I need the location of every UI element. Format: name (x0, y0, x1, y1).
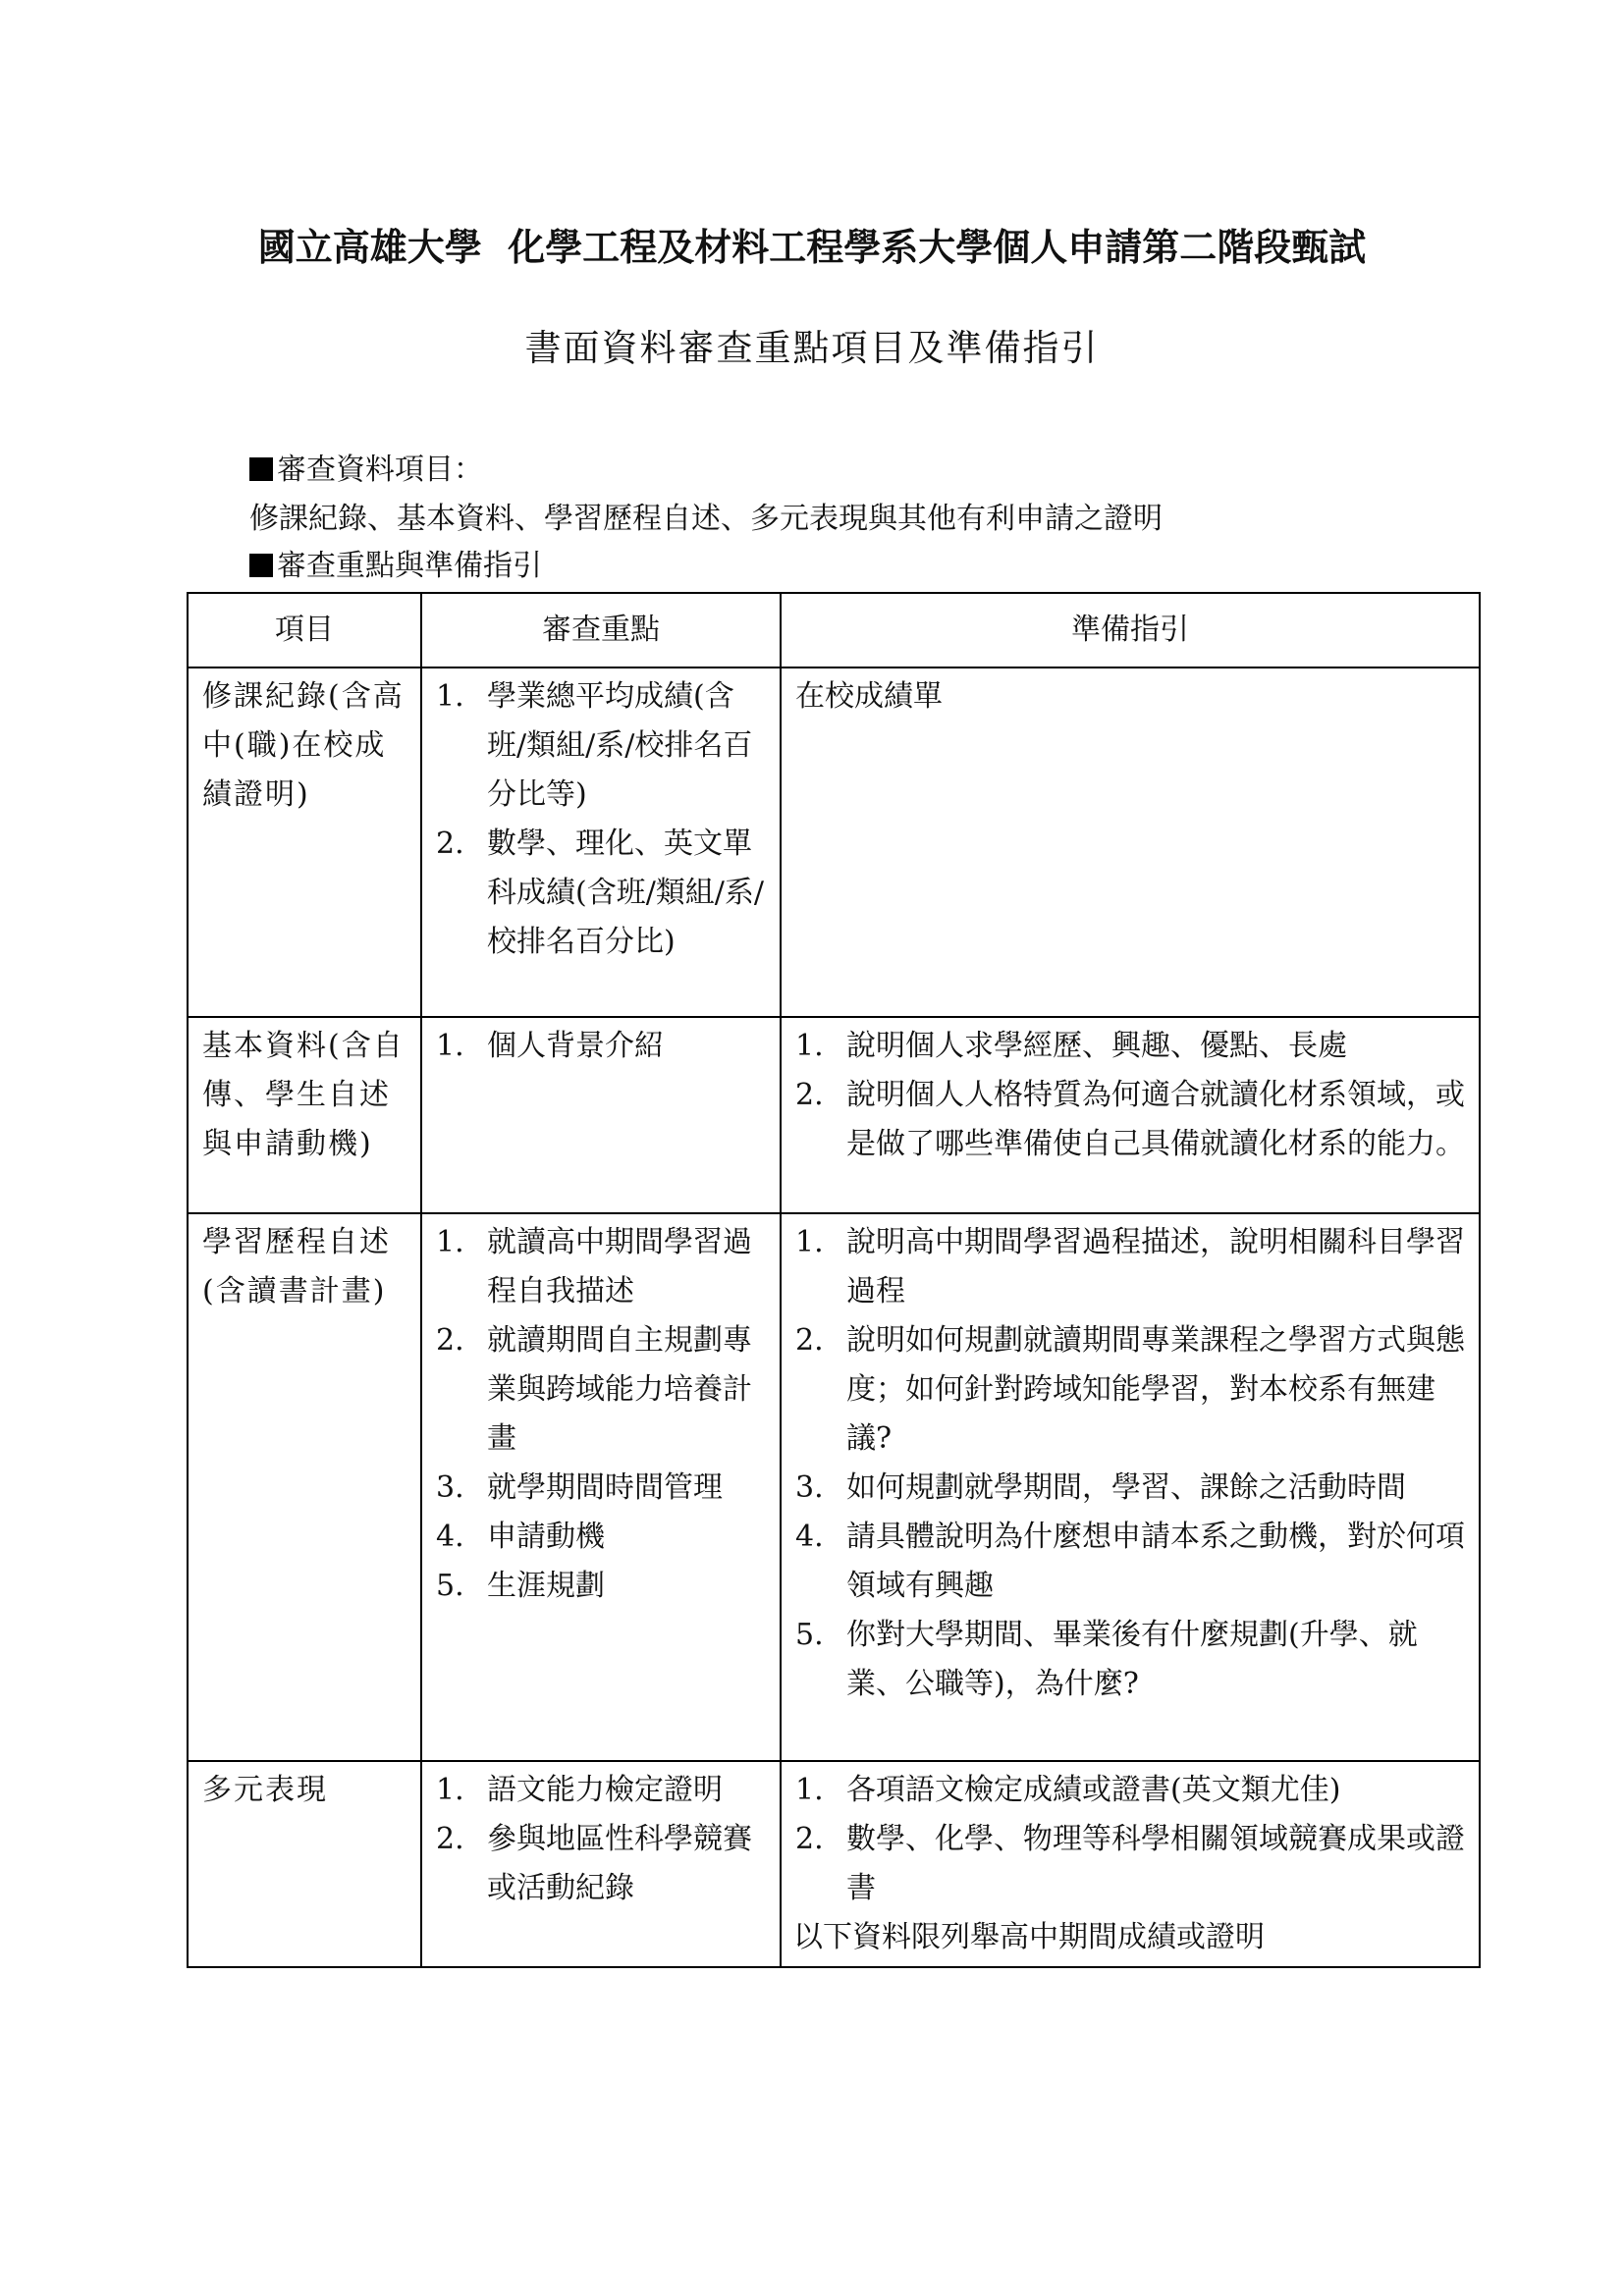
review-table (187, 592, 1481, 1968)
table-header-row (188, 593, 1480, 667)
item-number: 2. (436, 1323, 464, 1358)
item-number: 2. (436, 1822, 464, 1856)
focus-list-item (436, 672, 766, 820)
item-text: 生涯規劃 (487, 1569, 605, 1603)
item-number: 1. (795, 1029, 824, 1063)
header-guide: 準備指引 (781, 593, 1480, 667)
item-number: 2. (436, 827, 464, 861)
table-row (188, 1213, 1480, 1761)
focus-list-item (436, 1218, 766, 1316)
item-number: 1. (436, 1773, 464, 1807)
focus-list-item (436, 820, 766, 967)
focus-list-item (436, 1766, 766, 1815)
item-text: 你對大學期間、畢業後有什麼規劃(升學、就業、公職等)，為什麼? (846, 1618, 1418, 1701)
item-text: 參與地區性科學競賽或活動紀錄 (487, 1822, 752, 1905)
focus-list-item (436, 1562, 766, 1611)
focus-list-item (436, 1022, 766, 1071)
item-number: 1. (795, 1773, 824, 1807)
section-focus-heading-line (249, 546, 542, 587)
focus-list-item (436, 1513, 766, 1562)
guide-note: 以下資料限列舉高中期間成績或證明 (793, 1920, 1265, 1954)
item-number: 2. (795, 1078, 824, 1112)
item-text: 說明高中期間學習過程描述，說明相關科目學習過程 (846, 1225, 1465, 1308)
item-number: 1. (795, 1225, 824, 1259)
guide-list-item (795, 1464, 1465, 1513)
guide-cell (781, 1017, 1480, 1213)
item-text: 個人背景介紹 (487, 1029, 664, 1063)
document-title: 國立高雄大學 化學工程及材料工程學系大學個人申請第二階段甄試 (257, 226, 1367, 269)
guide-list-item (795, 1022, 1465, 1071)
guide-cell (781, 667, 1480, 1017)
black-square-bullet-icon (249, 554, 273, 577)
item-text: 數學、化學、物理等科學相關領域競賽成果或證書 (846, 1822, 1465, 1905)
category-cell: 基本資料(含自傳、學生自述與申請動機) (188, 1017, 421, 1213)
guide-cell (781, 1213, 1480, 1761)
item-text: 就讀高中期間學習過程自我描述 (487, 1225, 752, 1308)
item-text: 請具體說明為什麼想申請本系之動機，對於何項領域有興趣 (846, 1520, 1465, 1603)
category-cell: 修課紀錄(含高中(職)在校成績證明) (188, 667, 421, 1017)
category-cell: 學習歷程自述(含讀書計畫) (188, 1213, 421, 1761)
item-number: 3. (436, 1470, 464, 1505)
guide-list-item (795, 1218, 1465, 1316)
item-number: 4. (436, 1520, 464, 1554)
document-subtitle: 書面資料審查重點項目及準備指引 (524, 327, 1100, 369)
item-number: 2. (795, 1323, 824, 1358)
table-body (188, 667, 1480, 1967)
item-text: 說明如何規劃就讀期間專業課程之學習方式與態度；如何針對跨域知能學習，對本校系有無建議? (846, 1323, 1465, 1456)
focus-list-item (436, 1464, 766, 1513)
guide-list-item (795, 1513, 1465, 1611)
item-text: 申請動機 (487, 1520, 605, 1554)
focus-list (436, 1766, 766, 1913)
table-row (188, 1017, 1480, 1213)
category-cell: 多元表現 (188, 1761, 421, 1967)
item-text: 學業總平均成績(含班/類組/系/校排名百分比等) (487, 679, 753, 812)
guide-list-item (795, 1815, 1465, 1913)
guide-list (795, 1022, 1465, 1169)
guide-text: 在校成績單 (795, 679, 943, 714)
header-item: 項目 (188, 593, 421, 667)
item-text: 各項語文檢定成績或證書(英文類尤佳) (846, 1773, 1341, 1807)
item-number: 3. (795, 1470, 824, 1505)
focus-cell (421, 1761, 781, 1967)
section-items-heading-line (249, 450, 483, 491)
item-text: 如何規劃就學期間，學習、課餘之活動時間 (846, 1470, 1406, 1505)
focus-list (436, 1022, 766, 1071)
item-number: 5. (436, 1569, 464, 1603)
guide-list-item (795, 1611, 1465, 1709)
focus-cell (421, 1017, 781, 1213)
table-row (188, 1761, 1480, 1967)
item-number: 1. (436, 1029, 464, 1063)
item-text: 語文能力檢定證明 (487, 1773, 723, 1807)
header-focus: 審查重點 (421, 593, 781, 667)
section-focus-heading: 審查重點與準備指引 (277, 549, 542, 583)
item-text: 就讀期間自主規劃專業與跨域能力培養計畫 (487, 1323, 752, 1456)
item-text: 說明個人人格特質為何適合就讀化材系領域，或是做了哪些準備使自己具備就讀化材系的能力。 (846, 1078, 1465, 1161)
black-square-bullet-icon (249, 457, 273, 481)
guide-list-item (795, 1071, 1465, 1169)
item-number: 1. (436, 679, 464, 714)
guide-list-item (795, 1316, 1465, 1464)
guide-list (795, 1766, 1465, 1913)
item-text: 說明個人求學經歷、興趣、優點、長處 (846, 1029, 1347, 1063)
item-text: 數學、理化、英文單科成績(含班/類組/系/校排名百分比) (487, 827, 765, 959)
focus-cell (421, 1213, 781, 1761)
focus-cell (421, 667, 781, 1017)
focus-list (436, 672, 766, 967)
guide-list (795, 1218, 1465, 1709)
item-number: 5. (795, 1618, 824, 1652)
item-number: 2. (795, 1822, 824, 1856)
item-number: 4. (795, 1520, 824, 1554)
focus-list-item (436, 1316, 766, 1464)
item-text: 就學期間時間管理 (487, 1470, 723, 1505)
section-items-text: 修課紀錄、基本資料、學習歷程自述、多元表現與其他有利申請之證明 (249, 502, 1163, 536)
guide-cell (781, 1761, 1480, 1967)
table-row (188, 667, 1480, 1017)
item-number: 1. (436, 1225, 464, 1259)
focus-list (436, 1218, 766, 1611)
guide-list-item (795, 1766, 1465, 1815)
section-items-heading: 審查資料項目： (277, 453, 483, 487)
focus-list-item (436, 1815, 766, 1913)
